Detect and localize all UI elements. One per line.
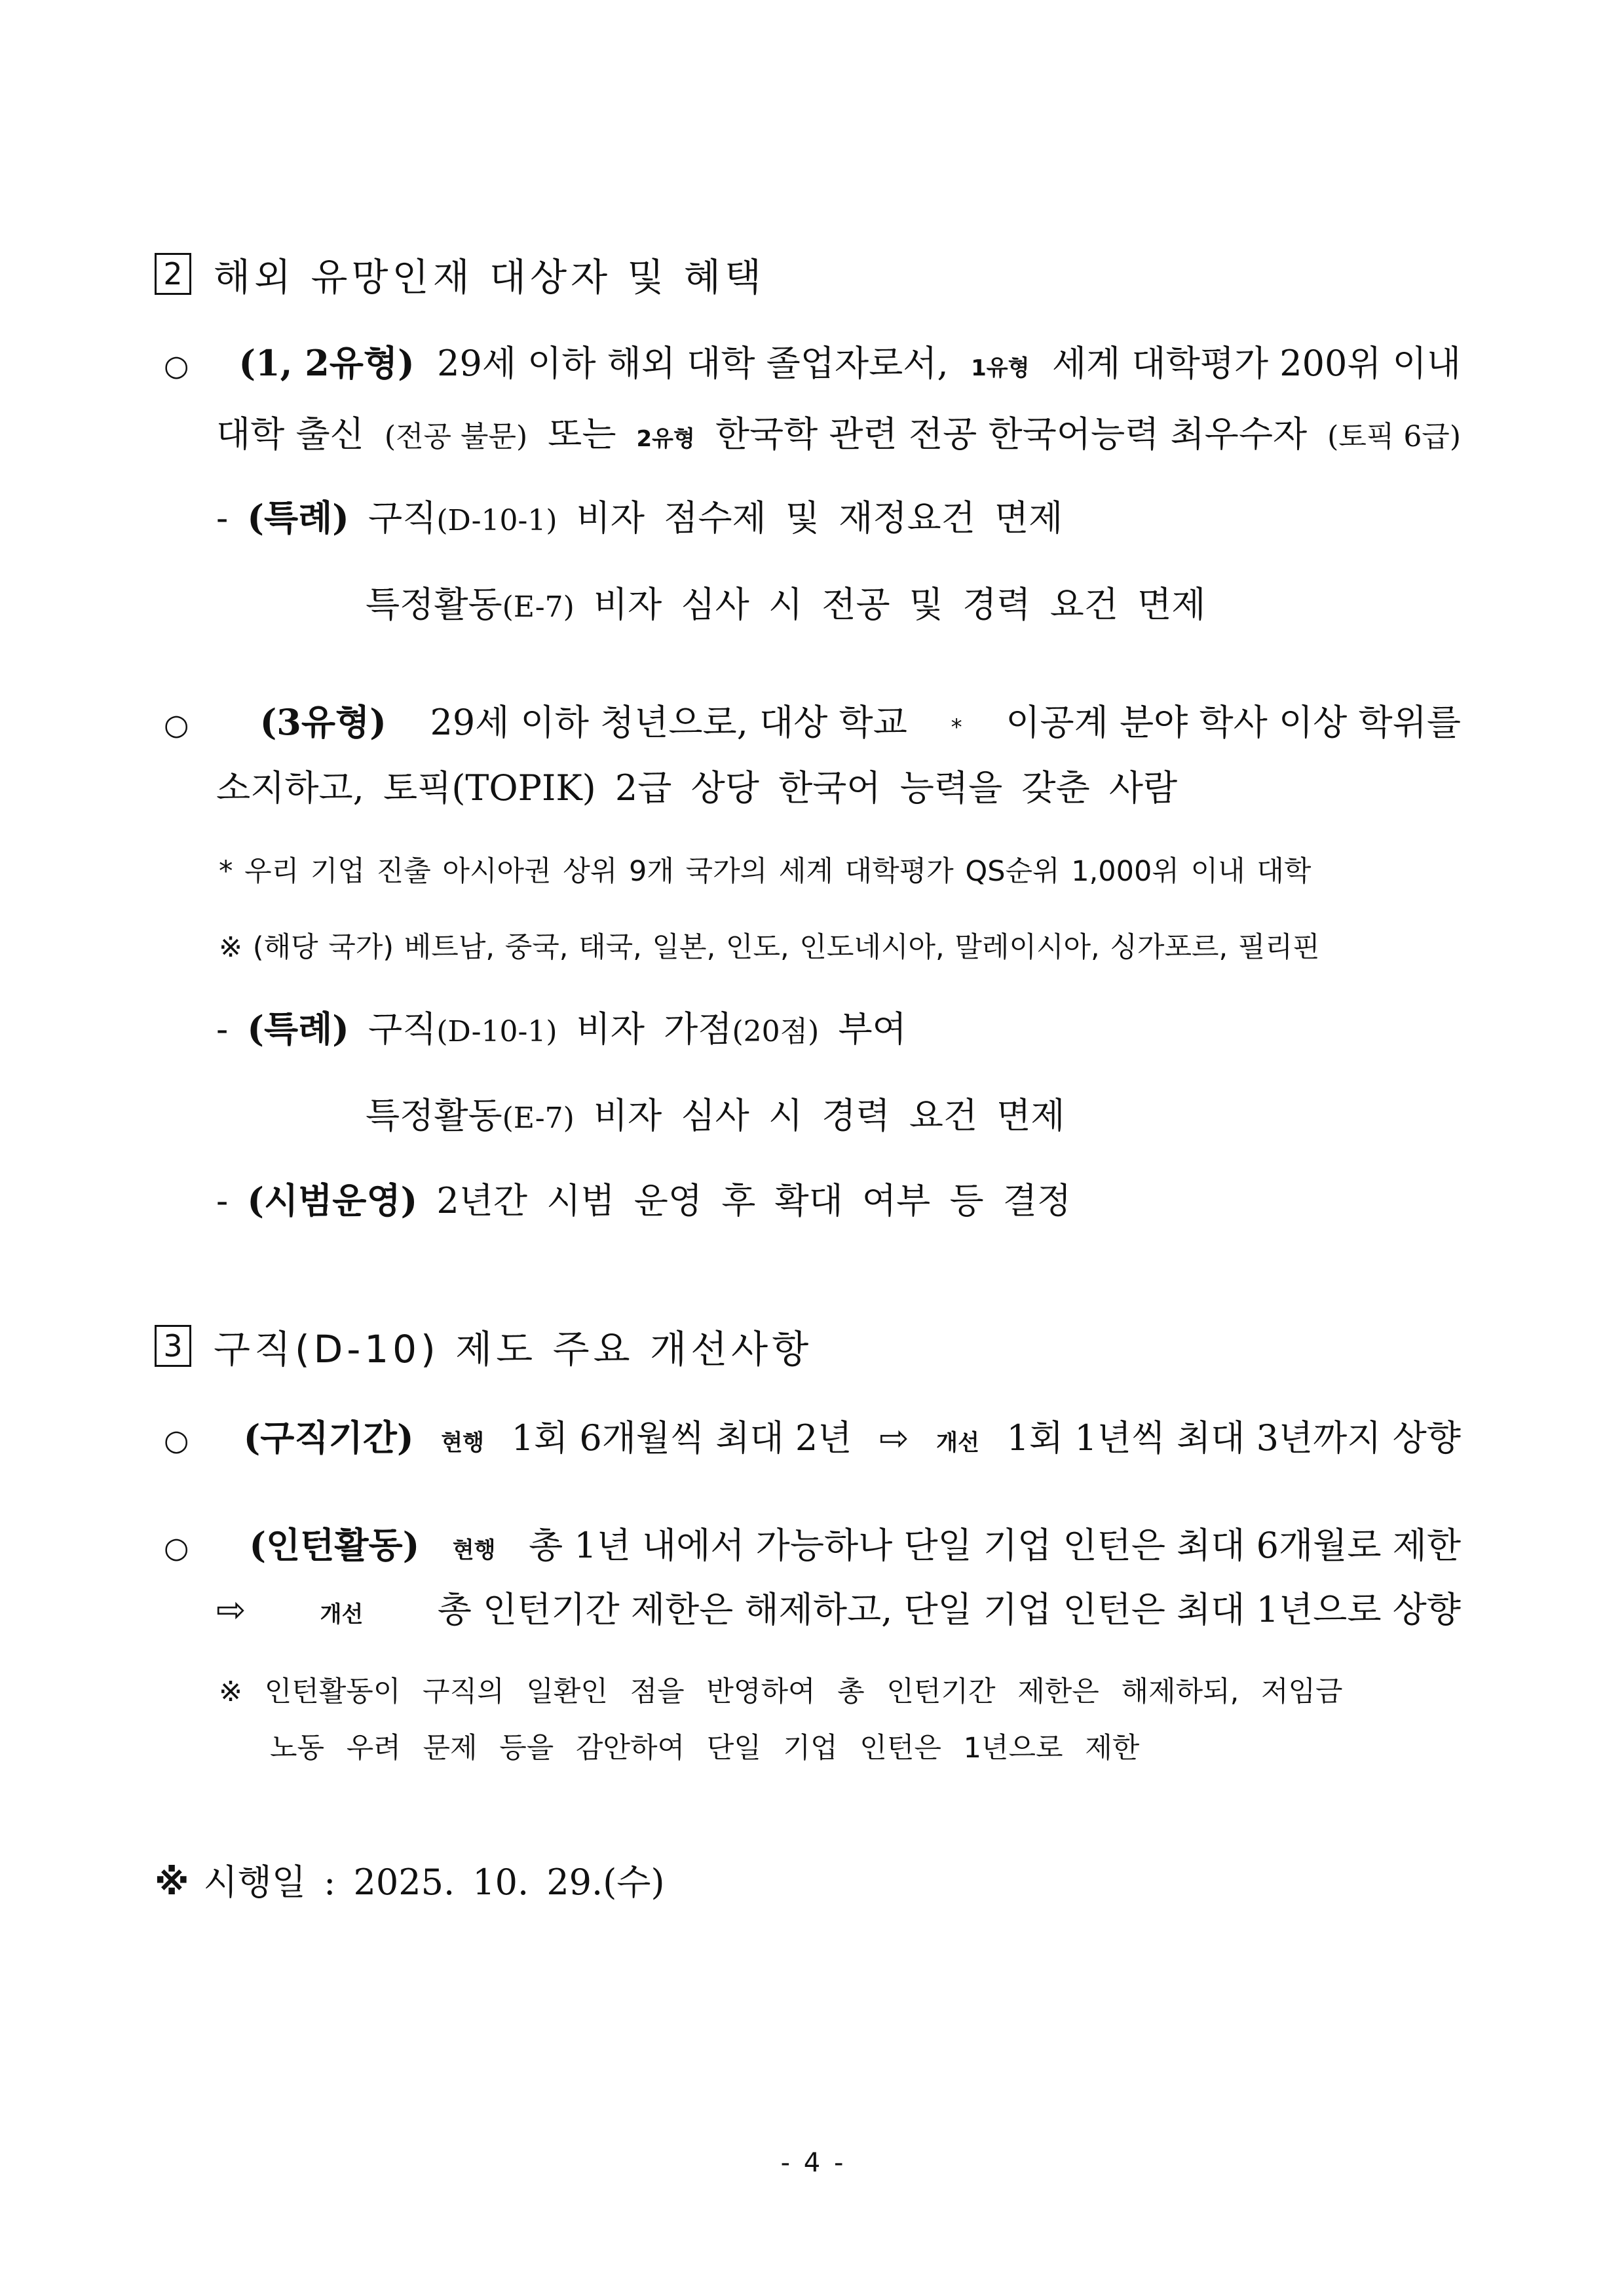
- paragraph-intern-line2: [216, 1582, 1461, 1632]
- label-pilot: (시범운영): [247, 1179, 418, 1221]
- superscript-current: 현행: [441, 1430, 484, 1456]
- text-small: (E-7): [502, 1101, 575, 1135]
- bullet-circle: ○: [164, 708, 189, 742]
- text-small: (전공 불문): [384, 420, 528, 453]
- text: 29세 이하 청년으로, 대상 학교: [430, 702, 907, 743]
- text: 비자 심사 시 전공 및 경력 요건 면제: [574, 584, 1206, 625]
- label-special: (특례): [247, 1008, 349, 1050]
- text: 구직: [349, 497, 437, 539]
- note-intern-line1: [219, 1670, 1461, 1710]
- effective-date-value: 2025. 10. 29.(수): [353, 1862, 665, 1903]
- paragraph-type12-line2: [216, 406, 1461, 457]
- text: 구직: [349, 1008, 437, 1050]
- text: 비자 심사 시 경력 요건 면제: [574, 1095, 1065, 1136]
- note-target-countries: ※ (해당 국가) 베트남, 중국, 태국, 일본, 인도, 인도네시아, 말레이시아, 싱가포르, 필리핀: [219, 931, 1320, 964]
- text: 세계 대학평가 200위 이내: [1051, 343, 1461, 384]
- subpoint-special-1-line2: [366, 577, 1205, 627]
- label-type3: (3유형): [259, 701, 387, 743]
- effective-label: 시행일: [203, 1862, 306, 1903]
- bullet-circle: ○: [164, 349, 189, 383]
- section-number-box: 2: [155, 253, 191, 295]
- text: 이공계 분야 학사 이상 학위를: [1006, 702, 1461, 743]
- text-small: (E-7): [502, 590, 575, 624]
- section-title: 구직(D-10) 제도 주요 개선사항: [214, 1327, 813, 1371]
- label-job-period: (구직기간): [243, 1417, 414, 1459]
- superscript-type1: 1유형: [971, 355, 1030, 381]
- text: 29세 이하 해외 대학 졸업자로서,: [437, 343, 949, 384]
- note-text: ※ 인턴활동이 구직의 일환인 점을 반영하여 총 인턴기간 제한은 해제하되, 저임금: [219, 1675, 1343, 1708]
- reference-mark: ※: [155, 1862, 189, 1903]
- effective-date: [155, 1854, 665, 1905]
- colon: :: [306, 1862, 354, 1903]
- dash: -: [216, 497, 248, 539]
- superscript-current: 현행: [452, 1537, 496, 1563]
- text-small: (D-10-1): [436, 504, 557, 537]
- dash: -: [216, 1008, 248, 1050]
- superscript-improved: 개선: [936, 1430, 979, 1456]
- text: 총 인턴기간 제한은 해제하고, 단일 기업 인턴은 최대 1년으로 상향: [437, 1589, 1461, 1630]
- text: 비자 점수제 및 재정요건 면제: [557, 497, 1063, 539]
- section-title: 해외 유망인재 대상자 및 혜택: [214, 255, 766, 299]
- section-3-heading: [155, 1318, 812, 1373]
- text: 특정활동: [366, 584, 502, 625]
- text-small: (토픽 6급): [1327, 420, 1461, 453]
- subpoint-special-1: [216, 490, 1063, 541]
- text: 1회 1년씩 최대 3년까지 상향: [1006, 1417, 1461, 1459]
- text: 2년간 시범 운영 후 확대 여부 등 결정: [417, 1180, 1072, 1221]
- note-intern-line2: 노동 우려 문제 등을 감안하여 단일 기업 인턴은 1년으로 제한: [270, 1732, 1140, 1765]
- superscript-type2: 2유형: [636, 426, 695, 452]
- text: 대학 출신: [216, 413, 364, 455]
- page-number: - 4 -: [780, 2148, 844, 2178]
- paragraph-intern-line1: [164, 1518, 1461, 1568]
- section-2-heading: [155, 246, 765, 301]
- paragraph-type3-line2: 소지하고, 토픽(TOPIK) 2급 상당 한국어 능력을 갖춘 사람: [216, 767, 1178, 809]
- arrow-right-icon: ⇨: [216, 1589, 246, 1630]
- text: 한국학 관련 전공 한국어능력 최우수자: [715, 413, 1308, 455]
- text: 특정활동: [366, 1095, 502, 1136]
- section-number-box: 3: [155, 1325, 191, 1367]
- subpoint-special-2-line2: [366, 1088, 1065, 1138]
- arrow-right-icon: ⇨: [879, 1417, 909, 1459]
- text-small: (20점): [732, 1015, 820, 1048]
- label-type12: (1, 2유형): [238, 342, 415, 384]
- paragraph-type12-line1: [164, 335, 1461, 386]
- text: 비자 가점: [557, 1008, 732, 1050]
- text: 1회 6개월씩 최대 2년: [511, 1417, 852, 1459]
- footnote-qs-ranking: * 우리 기업 진출 아시아권 상위 9개 국가의 세계 대학평가 QS순위 1,000위 이내 대학: [219, 855, 1312, 888]
- dash: -: [216, 1180, 248, 1221]
- bullet-circle: ○: [164, 1424, 189, 1457]
- bullet-circle: ○: [164, 1531, 189, 1565]
- paragraph-type3-line1: [164, 695, 1461, 745]
- label-special: (특례): [247, 497, 349, 539]
- text: 총 1년 내에서 가능하나 단일 기업 인턴은 최대 6개월로 제한: [529, 1525, 1461, 1566]
- superscript-improved: 개선: [320, 1601, 364, 1628]
- subpoint-pilot: [216, 1173, 1071, 1223]
- text: 부여: [819, 1008, 907, 1050]
- footnote-star: *: [951, 714, 962, 740]
- subpoint-special-2: [216, 1001, 907, 1052]
- text-small: (D-10-1): [436, 1015, 557, 1048]
- label-intern: (인턴활동): [249, 1524, 420, 1566]
- paragraph-job-period: [164, 1410, 1461, 1461]
- text: 또는: [548, 413, 616, 455]
